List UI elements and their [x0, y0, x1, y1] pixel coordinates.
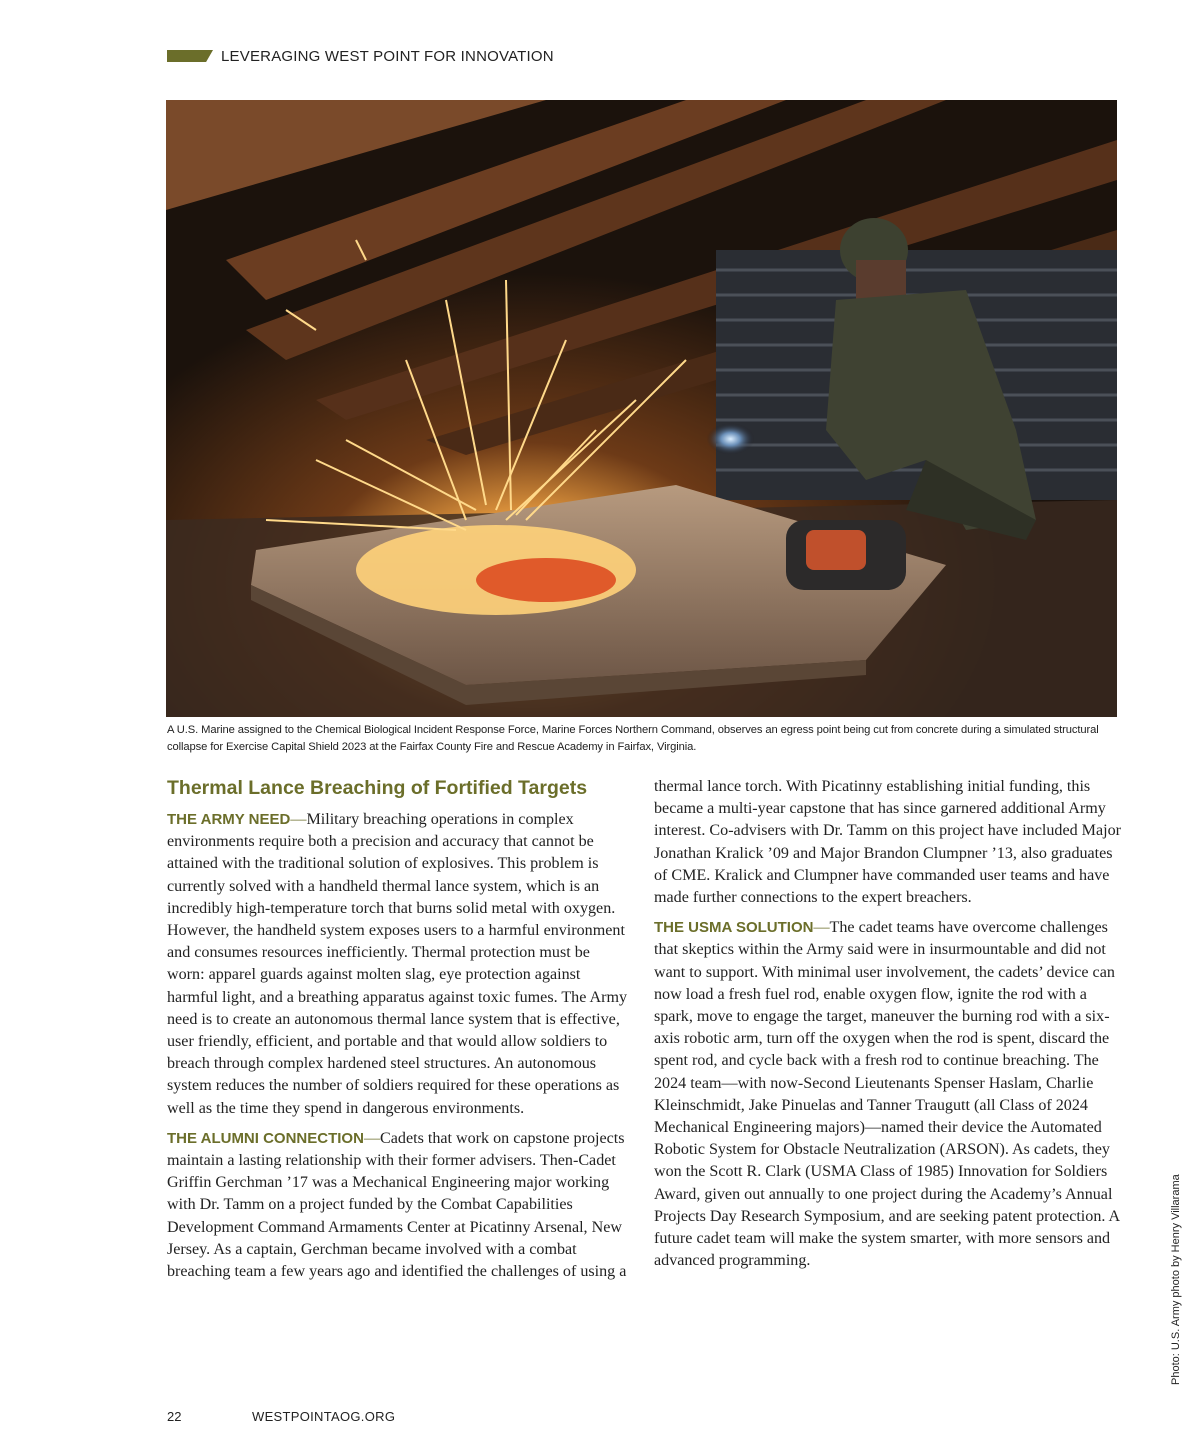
article-title: Thermal Lance Breaching of Fortified Targets — [167, 777, 588, 799]
photo-illustration — [166, 100, 1117, 717]
army-need-paragraph — [167, 809, 629, 1120]
usma-solution-dash: — — [813, 919, 830, 937]
section-header — [167, 45, 554, 67]
article-column-left — [167, 776, 629, 1291]
article-column-right — [654, 776, 1122, 1280]
footer-website: WESTPOINTAOG.ORG — [252, 1409, 396, 1424]
photo-caption: A U.S. Marine assigned to the Chemical Biological Incident Response Force, Marine Forces Northern Command, observes an egress point being cut from concrete during a simulated structural collapse for Exercise Capital Shield 2023 at the Fairfax County Fire and Rescue Academy in Fairfax, Virginia. — [167, 724, 1099, 753]
page-number: 22 — [167, 1409, 182, 1424]
photo-credit: Photo: U.S. Army photo by Henry Villarama — [1170, 1174, 1182, 1385]
alumni-connection-continued: thermal lance torch. With Picatinny establishing initial funding, this became a multi-year capstone that has since garnered additional Army interest. Co-advisers with Dr. Tamm on this project have included Major Jonathan Kralick ’09 and Major Brandon Clumpner ’13, also graduates of CME. Kralick and Clumpner have commanded user teams and have made further connections to the expert breachers. — [654, 778, 1121, 907]
alumni-connection-text-left: Cadets that work on capstone projects maintain a lasting relationship with their former advisers. Then-Cadet Griffin Gerchman ’17 was a Mechanical Engineering major working with Dr. Tamm on a project funded by the Combat Capabilities Development Command Armaments Center at Picatinny Arsenal, New Jersey. As a captain, Gerchman became involved with a combat breaching team a few years ago and identified the challenges of using a — [167, 1129, 627, 1281]
section-marker-bar — [167, 50, 213, 62]
alumni-connection-dash: — — [363, 1129, 381, 1147]
feature-photo — [166, 100, 1117, 717]
usma-solution-paragraph — [654, 917, 1122, 1272]
usma-solution-label: THE USMA SOLUTION — [654, 919, 814, 937]
army-need-label: THE ARMY NEED — [167, 811, 291, 828]
alumni-connection-label: THE ALUMNI CONNECTION — [167, 1129, 364, 1147]
army-need-dash: — — [290, 811, 307, 828]
army-need-text: Military breaching operations in complex environments require both a precision and accuracy that cannot be attained with the traditional solution of explosives. This problem is currently solved with a handheld thermal lance system, which is an incredibly high-temperature torch that burns solid metal with oxygen. However, the handheld system exposes users to a harmful environment and consumes resources inefficiently. Thermal protection must be worn: apparel guards against molten slag, eye protection against harmful light, and a breathing apparatus against toxic fumes. The Army need is to create an autonomous thermal lance system that is effective, user friendly, efficient, and portable and that would allow soldiers to breach through complex hardened steel structures. An autonomous system reduces the number of soldiers required for these operations as well as the time they spend in dangerous environments. — [167, 811, 628, 1117]
section-title: LEVERAGING WEST POINT FOR INNOVATION — [221, 47, 554, 65]
usma-solution-text: The cadet teams have overcome challenges that skeptics within the Army said were in insurmountable and did not want to support. With minimal user involvement, the cadets’ device can now load a fresh fuel rod, enable oxygen flow, ignite the rod with a spark, move to engage the target, maneuver the burning rod with a six-axis robotic arm, turn off the oxygen when the rod is spent, discard the spent rod, and cycle back with a fresh rod to continue breaching. The 2024 team—with now-Second Lieutenants Spenser Haslam, Charlie Kleinschmidt, Jake Pinuelas and Tanner Traugutt (all Class of 2024 Mechanical Engineering majors)—named their device the Automated Robotic System for Obstacle Neutralization (ARSON). As cadets, they won the Scott R. Clark (USMA Class of 1985) Innovation for Soldiers Award, given out annually to one project during the Academy’s Annual Projects Day Research Symposium, and are seeking patent protection. A future cadet team will make the system smarter, with more sensors and advanced programming. — [654, 919, 1120, 1270]
alumni-connection-paragraph — [167, 1128, 629, 1283]
